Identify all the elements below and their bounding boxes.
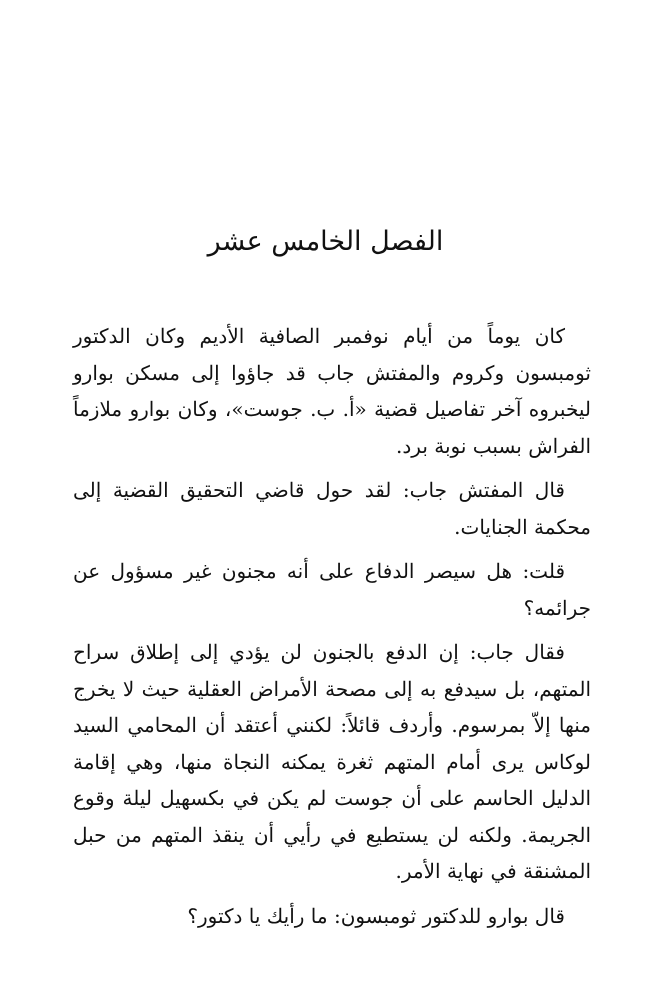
paragraph-1: كان يوماً من أيام نوفمبر الصافية الأديم وكان الدكتور ثومبسون وكروم والمفتش جاب قد جاؤوا إلى مسكن بوارو ليخبروه آخر تفاصيل قضية «أ. ب. جوست»، وكان بوارو ملازماً الفراش بسبب نوبة برد.: [73, 324, 591, 458]
paragraph-4: فقال جاب: إن الدفع بالجنون لن يؤدي إلى إطلاق سراح المتهم، بل سيدفع به إلى مصحة الأمراض العقلية حيث لا يخرج منها إلاّ بمرسوم. وأردف قائلاً: لكنني أعتقد أن المحامي السيد لوكاس يرى أمام المتهم ثغرة يمكنه النجاة منها، وهي إقامة الدليل الحاسم على أن جوست لم يكن في بكسهيل ليلة وقوع الجريمة. ولكنه لن يستطيع في رأيي أن ينقذ المتهم من حبل المشنقة في نهاية الأمر.: [73, 640, 591, 883]
paragraph-5: قال بوارو للدكتور ثومبسون: ما رأيك يا دكتور؟: [187, 903, 565, 928]
chapter-body: [73, 318, 591, 942]
chapter-title: الفصل الخامس عشر: [207, 226, 444, 257]
paragraph-2: قال المفتش جاب: لقد حول قاضي التحقيق القضية إلى محكمة الجنايات.: [73, 478, 591, 539]
paragraph-3: قلت: هل سيصر الدفاع على أنه مجنون غير مسؤول عن جرائمه؟: [73, 559, 591, 620]
